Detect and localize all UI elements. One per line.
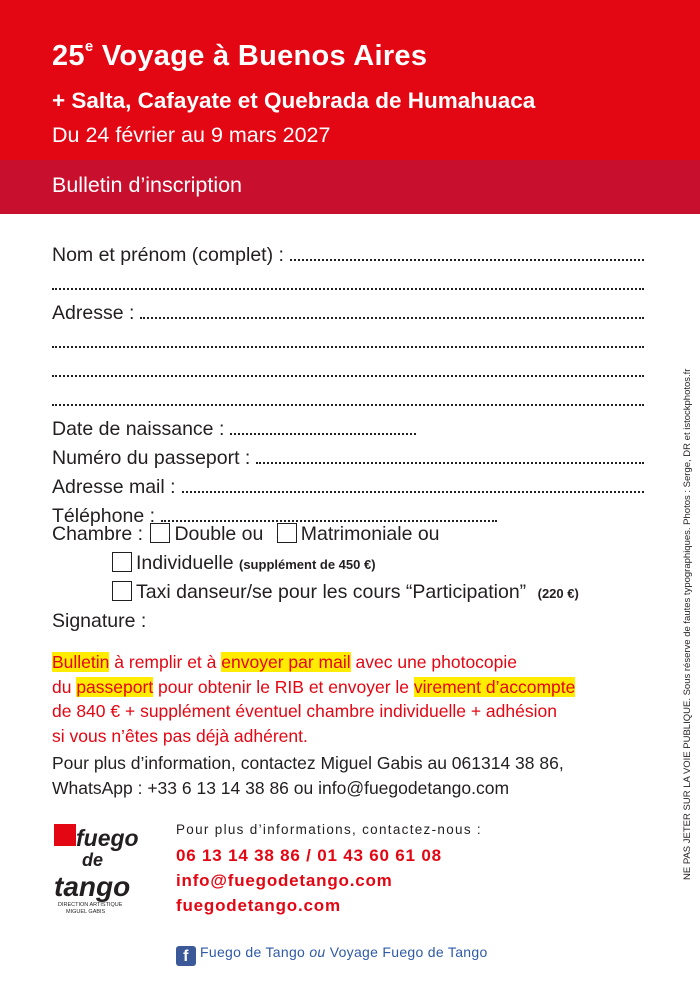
individuelle-supplement: (supplément de 450 €) — [239, 557, 376, 572]
taxi-price: (220 €) — [537, 586, 579, 601]
page-subtitle: + Salta, Cafayate et Quebrada de Humahuaca — [52, 88, 536, 113]
adresse-field[interactable] — [52, 298, 644, 327]
telephone-label: Téléphone : — [52, 505, 155, 527]
adresse-label: Adresse : — [52, 302, 135, 324]
matrimoniale-checkbox[interactable] — [277, 523, 297, 543]
taxi-checkbox[interactable] — [112, 581, 132, 601]
individuelle-row — [110, 552, 376, 575]
note-line-4: si vous n’êtes pas déjà adhérent. — [52, 725, 308, 746]
registration-form — [52, 240, 644, 530]
contact-intro: Pour plus d’informations, contactez-nous : — [176, 822, 482, 837]
signature-row[interactable] — [52, 610, 146, 633]
logo-tagline-2: MIGUEL GABIS — [66, 909, 106, 914]
taxi-label: Taxi danseur/se pour les cours “Participation” — [136, 581, 527, 603]
matrimoniale-label: Matrimoniale ou — [300, 523, 440, 545]
section-title: Bulletin d’inscription — [52, 173, 243, 197]
instructions-note — [52, 650, 652, 748]
facebook-page-a[interactable]: Fuego de Tango — [200, 944, 306, 960]
logo-word-fuego: fuego — [76, 825, 139, 851]
fuego-de-tango-logo — [52, 822, 144, 914]
individuelle-label: Individuelle — [136, 552, 234, 574]
trip-dates: Du 24 février au 9 mars 2027 — [52, 123, 331, 147]
contact-email[interactable]: info@fuegodetango.com — [176, 871, 393, 890]
facebook-icon[interactable]: f — [176, 946, 196, 966]
logo-word-de: de — [82, 850, 104, 870]
naissance-field[interactable] — [52, 414, 644, 443]
note-line-1: Bulletin à remplir et à envoyer par mail avec une photocopie — [52, 652, 518, 672]
passeport-label: Numéro du passeport : — [52, 447, 251, 469]
passeport-field[interactable] — [52, 443, 644, 472]
taxi-row — [110, 581, 579, 604]
logo-tagline-1: DIRECTION ARTISTIQUE — [58, 902, 123, 908]
contact-website[interactable]: fuegodetango.com — [176, 896, 341, 915]
chambre-label: Chambre : — [52, 523, 144, 545]
adresse-line-4[interactable] — [52, 385, 644, 414]
facebook-line: f Fuego de Tango ou Voyage Fuego de Tango — [176, 944, 488, 966]
nom-field[interactable] — [52, 240, 644, 269]
nom-label: Nom et prénom (complet) : — [52, 244, 284, 266]
double-checkbox[interactable] — [150, 523, 170, 543]
signature-label: Signature : — [52, 610, 147, 632]
note-line-2: du passeport pour obtenir le RIB et envoyer le virement d’accompte — [52, 676, 576, 697]
page-title: 25e Voyage à Buenos Aires — [52, 38, 428, 72]
facebook-page-b[interactable]: Voyage Fuego de Tango — [329, 944, 488, 960]
naissance-label: Date de naissance : — [52, 418, 225, 440]
logo-red-square — [54, 824, 76, 846]
mail-label: Adresse mail : — [52, 476, 176, 498]
info-line-2: WhatsApp : +33 6 13 14 38 86 ou info@fuegodetango.com — [52, 777, 510, 798]
adresse-line-2[interactable] — [52, 327, 644, 356]
mail-field[interactable] — [52, 472, 644, 501]
chambre-row — [52, 523, 440, 546]
legal-notice: NE PAS JETER SUR LA VOIE PUBLIQUE. Sous réserve de fautes typographiques. Photos : Serge, DR et istockphotos.fr — [682, 368, 693, 880]
contact-phones[interactable]: 06 13 14 38 86 / 01 43 60 61 08 — [176, 846, 442, 865]
nom-continuation-line[interactable] — [52, 269, 644, 298]
info-line-1: Pour plus d’information, contactez Miguel Gabis au 061314 38 86, — [52, 753, 564, 773]
contact-info — [52, 751, 652, 800]
adresse-line-3[interactable] — [52, 356, 644, 385]
note-line-3: de 840 € + supplément éventuel chambre individuelle + adhésion — [52, 701, 557, 721]
logo-word-tango: tango — [54, 871, 131, 902]
double-label: Double ou — [174, 523, 264, 545]
individuelle-checkbox[interactable] — [112, 552, 132, 572]
